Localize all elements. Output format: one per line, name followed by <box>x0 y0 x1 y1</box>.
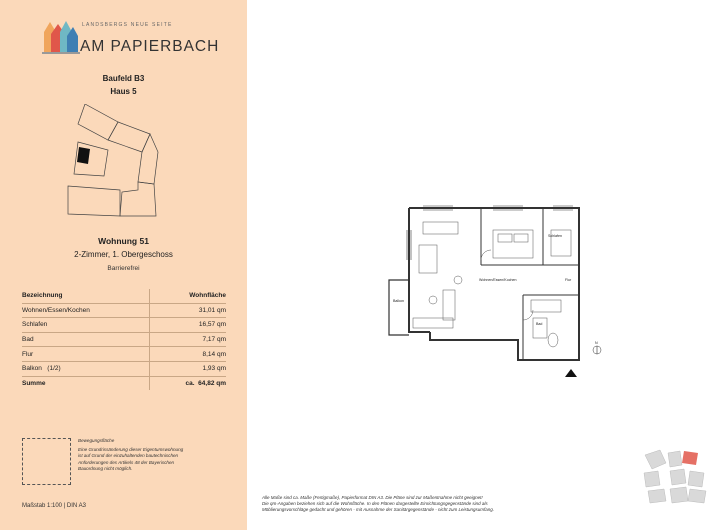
building-field: Baufeld B3 <box>102 74 145 83</box>
row-value: 8,14 qm <box>150 347 227 362</box>
logo-name: AM PAPIERBACH <box>80 38 220 55</box>
floor-plan <box>383 200 613 385</box>
disclaimer <box>262 495 522 513</box>
row-label: Wohnen/Essen/Kochen <box>22 303 150 318</box>
room-label-living: Wohnen/Essen/Kochen <box>479 278 517 282</box>
key-map-icon <box>640 445 710 505</box>
site-plan-diagram <box>60 104 180 224</box>
room-label-balcony: Balkon <box>393 299 404 303</box>
row-label: Bad <box>22 332 150 347</box>
entrance-marker-icon <box>565 369 577 377</box>
header-label: Bezeichnung <box>22 289 150 303</box>
table-row <box>22 318 226 333</box>
header-value: Wohnfläche <box>150 289 227 303</box>
unit-highlight <box>77 147 90 164</box>
room-label-hall: Flur <box>565 278 572 282</box>
disclaimer-line: Möblierungsvorschläge gedacht und gehören - mit Ausnahme der Sanitärgegenstände - nicht zum Leistungsumfang. <box>262 507 494 512</box>
disclaimer-line: Alle Maße sind ca. Maße (Fertigmaße), Papierformat DIN A3. Die Pläne sind zur Maßentnahme nicht geeignet! <box>262 495 483 500</box>
accessibility-label: Barrierefrei <box>107 265 140 272</box>
area-table <box>22 289 226 390</box>
row-value: 31,01 qm <box>150 303 227 318</box>
houses-logo-icon <box>42 18 80 56</box>
sum-label: Summe <box>22 379 46 387</box>
north-label: N <box>595 341 598 345</box>
legend-text <box>78 438 188 475</box>
table-sum-row <box>22 376 226 390</box>
row-value: 16,57 qm <box>150 318 227 333</box>
logo-tagline: LANDSBERGS NEUE SEITE <box>82 22 173 28</box>
room-label-bath: Bad <box>536 322 543 326</box>
table-row <box>22 332 226 347</box>
sum-value: ca. 64,82 qm <box>150 376 227 390</box>
apartment-subtitle: 2-Zimmer, 1. Obergeschoss <box>74 250 173 259</box>
row-label: Flur <box>22 347 150 362</box>
room-label-bedroom: Schlafen <box>548 234 562 238</box>
table-row <box>22 303 226 318</box>
apartment-title: Wohnung 51 <box>98 236 149 246</box>
movement-area-legend-box <box>22 438 71 485</box>
north-arrow-icon <box>593 346 601 354</box>
row-label: Schlafen <box>22 318 150 333</box>
table-header <box>22 289 226 303</box>
row-value: 1,93 qm <box>150 361 227 376</box>
building-house: Haus 5 <box>110 87 137 96</box>
row-label: Balkon (1/2) <box>22 361 150 376</box>
table-row <box>22 361 226 376</box>
project-logo <box>42 18 220 60</box>
disclaimer-line: Die qm-Angaben beziehen sich auf die Wohnfläche. In den Plänen dargestellte Einrichtungsgegenstände sind als <box>262 501 488 506</box>
legend-title: Bewegungsfläche <box>78 438 115 443</box>
row-value: 7,17 qm <box>150 332 227 347</box>
scale-label: Maßstab 1:100 | DIN A3 <box>22 503 86 509</box>
table-row <box>22 347 226 362</box>
legend-note: Eine Grundrissänderung dieser Eigentumswohnung ist auf Grund der einzuhaltenden bautechnischen Anforderungen des Artikels 48 der Bayerischen Bauordnung nicht möglich. <box>78 447 184 471</box>
